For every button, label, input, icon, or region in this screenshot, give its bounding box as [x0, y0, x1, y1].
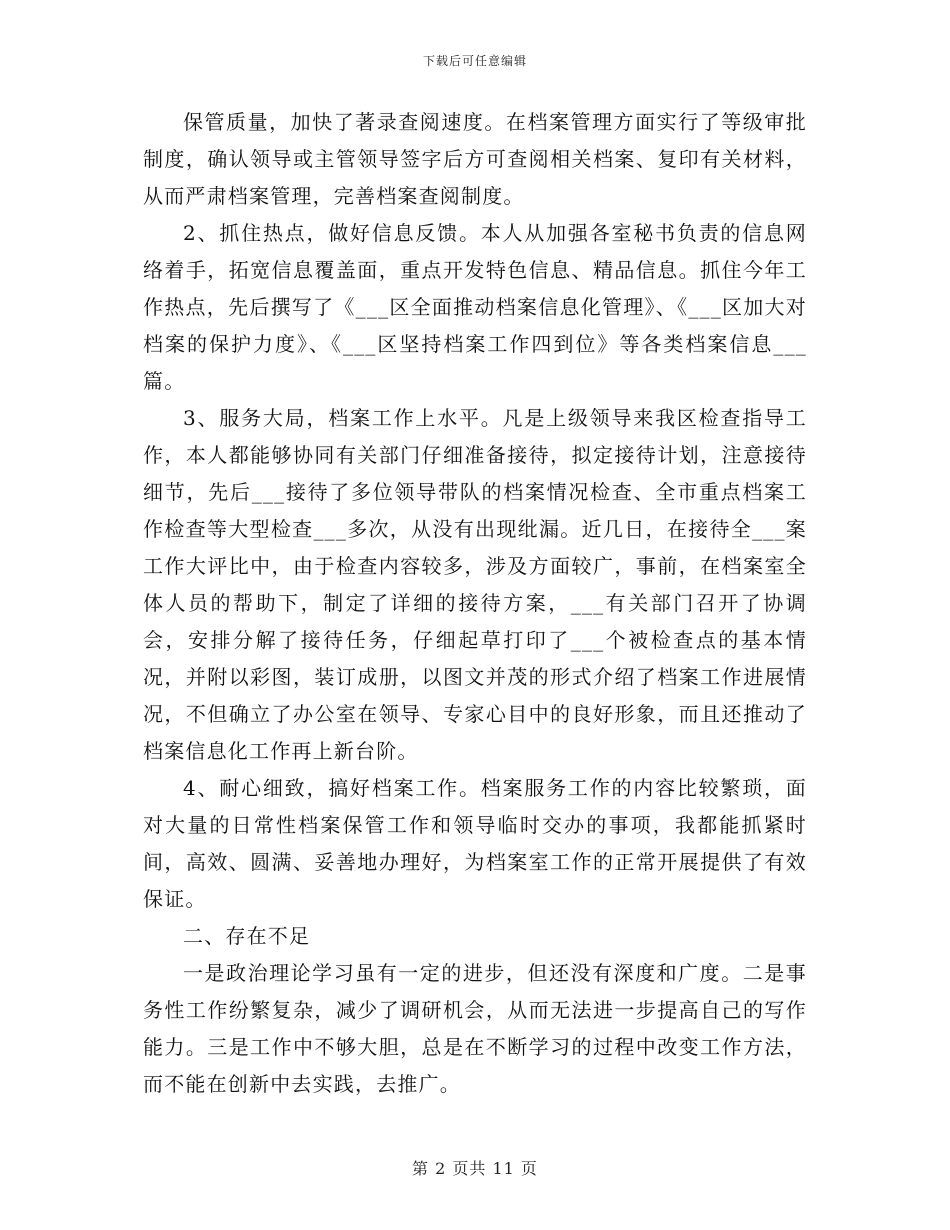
paragraph-archive-management: 保管质量，加快了著录查阅速度。在档案管理方面实行了等级审批制度，确认领导或主管领导签字后方可查阅相关档案、复印有关材料，从而严肃档案管理，完善档案查阅制度。 — [143, 110, 807, 208]
paragraph-info-feedback: 2、抓住热点，做好信息反馈。本人从加强各室秘书负责的信息网络着手，拓宽信息覆盖面，重点开发特色信息、精品信息。抓住今年工作热点，先后撰写了《___区全面推动档案信息化管理》、《___区加大对档案的保护力度》、《___区坚持档案工作四到位》等各类档案信息___篇。 — [143, 221, 807, 393]
paragraph-archive-work: 4、耐心细致，搞好档案工作。档案服务工作的内容比较繁琐，面对大量的日常性档案保管工作和领导临时交办的事项，我都能抓紧时间，高效、圆满、妥善地办理好，为档案室工作的正常开展提供了有效保证。 — [143, 776, 807, 911]
page-header: 下载后可任意编辑 — [422, 54, 527, 68]
document-body — [143, 104, 807, 1103]
page-number: 第 2 页共 11 页 — [412, 1159, 538, 1178]
section-heading-shortcomings: 二、存在不足 — [183, 924, 311, 948]
paragraph-shortcomings: 一是政治理论学习虽有一定的进步，但还没有深度和广度。二是事务性工作纷繁复杂，减少了调研机会，从而无法进一步提高自己的写作能力。三是工作中不够大胆，总是在不断学习的过程中改变工作方法，而不能在创新中去实践，去推广。 — [143, 961, 807, 1096]
paragraph-serve-overall: 3、服务大局，档案工作上水平。凡是上级领导来我区检查指导工作，本人都能够协同有关部门仔细准备接待，拟定接待计划，注意接待细节，先后___接待了多位领导带队的档案情况检查、全市重点档案工作检查等大型检查___多次，从没有出现纰漏。近几日，在接待全___案工作大评比中，由于检查内容较多，涉及方面较广，事前，在档案室全体人员的帮助下，制定了详细的接待方案，___有关部门召开了协调会，安排分解了接待任务，仔细起草打印了___个被检查点的基本情况，并附以彩图，装订成册，以图文并茂的形式介绍了档案工作进展情况，不但确立了办公室在领导、专家心目中的良好形象，而且还推动了档案信息化工作再上新台阶。 — [143, 406, 807, 763]
